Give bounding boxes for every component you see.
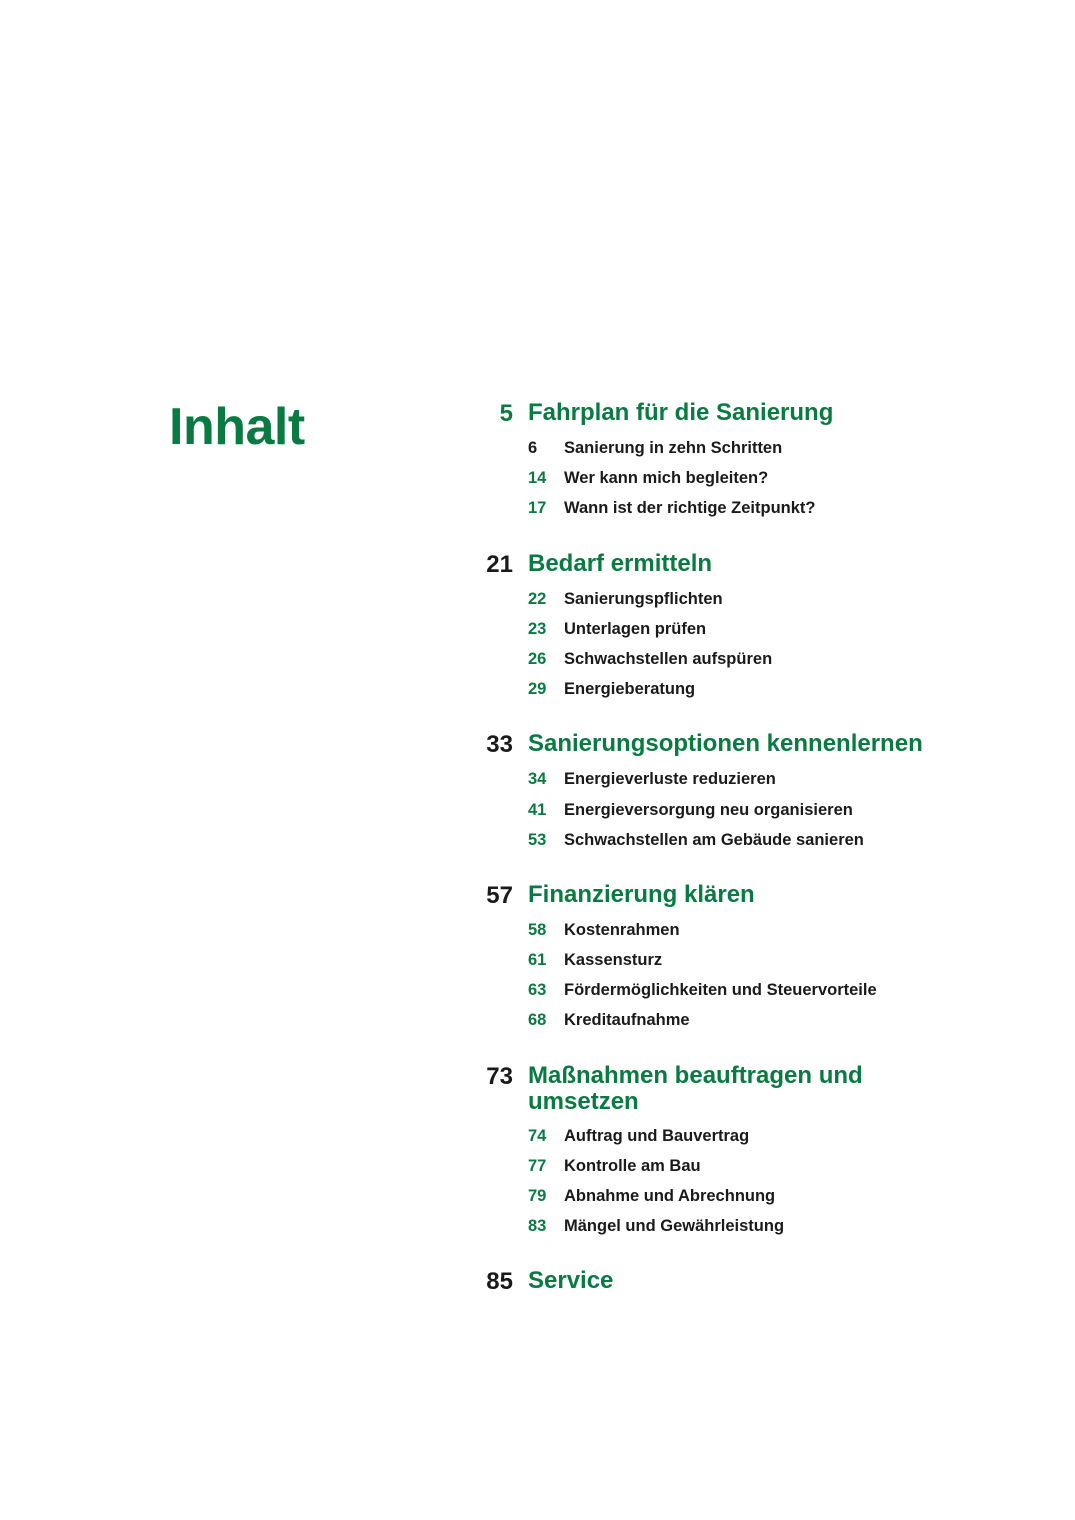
page-title: Inhalt — [169, 398, 305, 456]
section-title: Kreditaufnahme — [564, 1011, 690, 1030]
section-page-number: 79 — [528, 1187, 547, 1205]
section-page-number: 26 — [528, 649, 547, 668]
chapter-heading[interactable] — [466, 731, 966, 758]
toc-section-item[interactable] — [466, 614, 966, 644]
chapter-title: Maßnahmen beauftragen und umsetzen — [528, 1061, 863, 1115]
toc-section-item[interactable] — [466, 975, 966, 1005]
section-page-number: 23 — [528, 619, 547, 638]
toc-section-item[interactable] — [466, 764, 966, 794]
section-title: Fördermöglichkeiten und Steuervorteile — [564, 981, 877, 1000]
chapter-page-number: 85 — [486, 1268, 513, 1296]
toc-chapter — [466, 400, 966, 524]
section-title: Wann ist der richtige Zeitpunkt? — [564, 499, 816, 518]
section-page-number: 22 — [528, 589, 547, 608]
section-title: Energieversorgung neu organisieren — [564, 800, 853, 819]
chapter-heading[interactable] — [466, 1268, 966, 1295]
section-page-number: 17 — [528, 499, 547, 518]
section-title: Energieberatung — [564, 680, 696, 699]
section-list — [466, 1121, 966, 1242]
section-title: Auftrag und Bauvertrag — [564, 1126, 750, 1145]
chapter-heading[interactable] — [466, 1063, 966, 1115]
chapter-title: Service — [528, 1267, 614, 1295]
chapter-title: Fahrplan für die Sanierung — [528, 399, 834, 426]
chapter-title: Sanierungsoptionen kennenlernen — [528, 730, 923, 758]
section-list — [466, 915, 966, 1036]
section-title: Schwachstellen aufspüren — [564, 649, 773, 668]
section-title: Wer kann mich begleiten? — [564, 469, 769, 488]
toc-section-item[interactable] — [466, 463, 966, 493]
toc-chapter — [466, 551, 966, 705]
section-page-number: 77 — [528, 1156, 547, 1175]
table-of-contents — [466, 400, 966, 1322]
toc-section-item[interactable] — [466, 644, 966, 674]
toc-section-item[interactable] — [466, 433, 966, 463]
section-page-number: 53 — [528, 830, 547, 849]
section-title: Kostenrahmen — [564, 920, 680, 939]
toc-section-item[interactable] — [466, 584, 966, 614]
section-title: Sanierung in zehn Schritten — [564, 439, 783, 457]
toc-chapter — [466, 882, 966, 1036]
chapter-page-number: 57 — [486, 881, 513, 909]
section-page-number: 41 — [528, 800, 547, 819]
toc-section-item[interactable] — [466, 825, 966, 855]
section-page-number: 83 — [528, 1217, 547, 1236]
section-title: Energieverluste reduzieren — [564, 770, 776, 789]
toc-chapter — [466, 1268, 966, 1295]
toc-section-item[interactable] — [466, 1005, 966, 1035]
toc-section-item[interactable] — [466, 493, 966, 523]
section-page-number: 29 — [528, 680, 547, 699]
section-page-number: 74 — [528, 1126, 547, 1145]
toc-section-item[interactable] — [466, 1211, 966, 1241]
section-title: Mängel und Gewährleistung — [564, 1217, 785, 1236]
toc-chapter — [466, 731, 966, 855]
section-title: Schwachstellen am Gebäude sanieren — [564, 830, 864, 849]
chapter-page-number: 73 — [486, 1062, 513, 1090]
toc-chapter — [466, 1063, 966, 1242]
chapter-heading[interactable] — [466, 400, 966, 427]
section-title: Unterlagen prüfen — [564, 619, 707, 638]
toc-section-item[interactable] — [466, 1181, 966, 1211]
toc-section-item[interactable] — [466, 795, 966, 825]
chapter-page-number: 33 — [486, 731, 513, 759]
chapter-title: Finanzierung klären — [528, 880, 755, 908]
section-page-number: 61 — [528, 951, 547, 970]
section-page-number: 34 — [528, 770, 547, 789]
section-list — [466, 584, 966, 705]
section-page-number: 68 — [528, 1011, 547, 1030]
toc-section-item[interactable] — [466, 1121, 966, 1151]
section-title: Kontrolle am Bau — [564, 1156, 701, 1175]
chapter-heading[interactable] — [466, 882, 966, 909]
toc-section-item[interactable] — [466, 1151, 966, 1181]
section-page-number: 58 — [528, 920, 547, 939]
chapter-heading[interactable] — [466, 551, 966, 578]
toc-section-item[interactable] — [466, 674, 966, 704]
chapter-title: Bedarf ermitteln — [528, 549, 713, 577]
chapter-page-number: 21 — [486, 550, 513, 578]
section-title: Kassensturz — [564, 951, 663, 970]
section-list — [466, 433, 966, 524]
chapter-page-number: 5 — [499, 400, 513, 427]
toc-section-item[interactable] — [466, 915, 966, 945]
section-page-number: 6 — [528, 439, 538, 457]
section-page-number: 63 — [528, 981, 547, 1000]
section-title: Abnahme und Abrechnung — [564, 1187, 776, 1205]
toc-section-item[interactable] — [466, 945, 966, 975]
section-page-number: 14 — [528, 469, 547, 488]
section-title: Sanierungspflichten — [564, 589, 723, 608]
section-list — [466, 764, 966, 855]
